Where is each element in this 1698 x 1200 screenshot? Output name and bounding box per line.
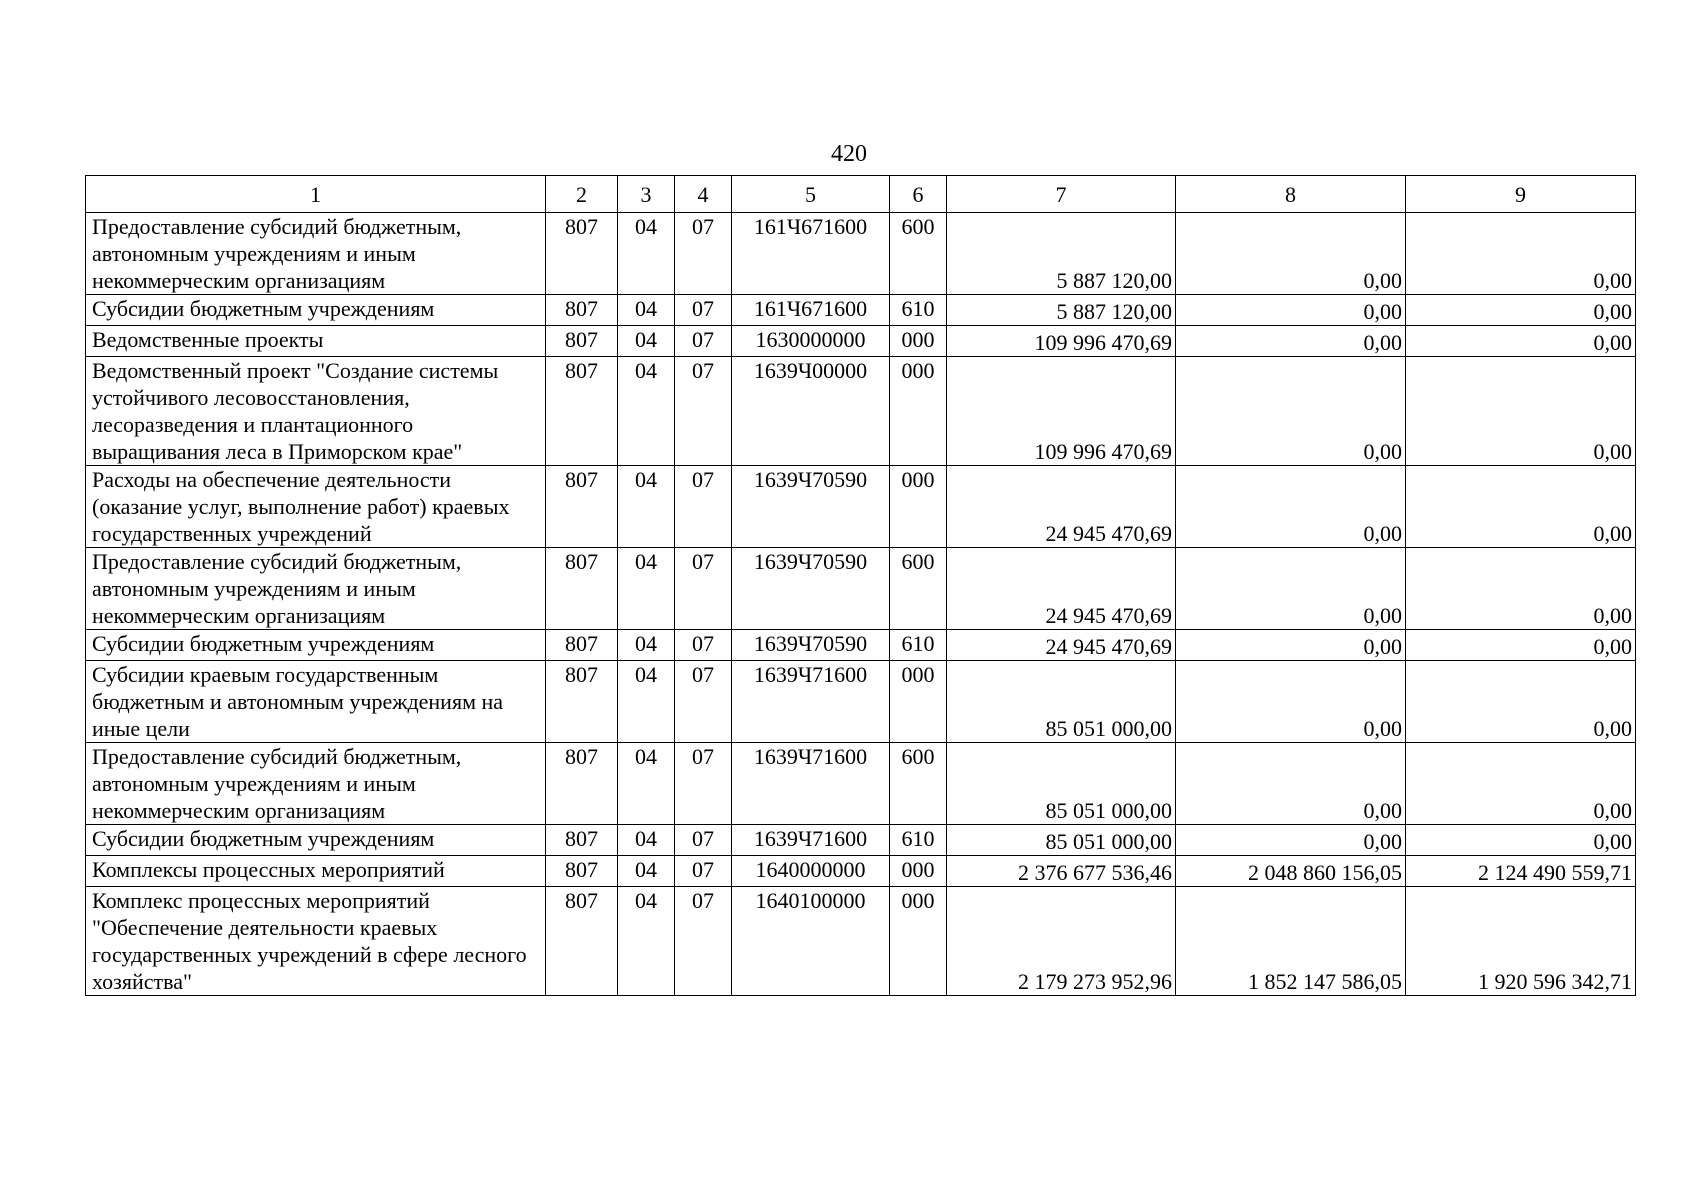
- table-row: [86, 466, 1636, 548]
- subsection-code-cell: 07: [675, 357, 732, 466]
- amount-col7-cell: 2 376 677 536,46: [947, 856, 1176, 887]
- expense-type-code-cell: 610: [890, 630, 947, 661]
- section-code-cell: 04: [618, 326, 675, 357]
- table-row: [86, 326, 1636, 357]
- ministry-code-cell: 807: [546, 661, 618, 743]
- target-item-code-cell: 1639Ч00000: [732, 357, 890, 466]
- row-name-cell: Ведомственный проект "Создание системы устойчивого лесовосстановления, лесоразведения и плантационного выращивания леса в Приморском крае": [86, 357, 546, 466]
- row-name-cell: Предоставление субсидий бюджетным, автономным учреждениям и иным некоммерческим организациям: [86, 743, 546, 825]
- expense-type-code-cell: 000: [890, 856, 947, 887]
- amount-col7-cell: 5 887 120,00: [947, 295, 1176, 326]
- ministry-code-cell: 807: [546, 630, 618, 661]
- header-cell: 7: [947, 176, 1176, 213]
- ministry-code-cell: 807: [546, 357, 618, 466]
- section-code-cell: 04: [618, 357, 675, 466]
- row-name-cell: Субсидии бюджетным учреждениям: [86, 295, 546, 326]
- amount-col7-cell: 85 051 000,00: [947, 825, 1176, 856]
- table-body: [86, 213, 1636, 996]
- header-cell: 4: [675, 176, 732, 213]
- budget-table: [85, 175, 1636, 996]
- section-code-cell: 04: [618, 661, 675, 743]
- row-name-cell: Комплексы процессных мероприятий: [86, 856, 546, 887]
- section-code-cell: 04: [618, 548, 675, 630]
- subsection-code-cell: 07: [675, 295, 732, 326]
- amount-col7-cell: 109 996 470,69: [947, 326, 1176, 357]
- amount-col7-cell: 85 051 000,00: [947, 743, 1176, 825]
- target-item-code-cell: 1639Ч71600: [732, 743, 890, 825]
- amount-col9-cell: 2 124 490 559,71: [1406, 856, 1636, 887]
- table-row: [86, 213, 1636, 295]
- table-row: [86, 630, 1636, 661]
- table-row: [86, 295, 1636, 326]
- amount-col8-cell: 0,00: [1176, 213, 1406, 295]
- expense-type-code-cell: 000: [890, 887, 947, 996]
- ministry-code-cell: 807: [546, 466, 618, 548]
- amount-col8-cell: 1 852 147 586,05: [1176, 887, 1406, 996]
- target-item-code-cell: 1639Ч70590: [732, 630, 890, 661]
- target-item-code-cell: 161Ч671600: [732, 213, 890, 295]
- ministry-code-cell: 807: [546, 295, 618, 326]
- target-item-code-cell: 1640000000: [732, 856, 890, 887]
- amount-col9-cell: 0,00: [1406, 295, 1636, 326]
- target-item-code-cell: 1630000000: [732, 326, 890, 357]
- target-item-code-cell: 1640100000: [732, 887, 890, 996]
- table-row: [86, 357, 1636, 466]
- amount-col8-cell: 0,00: [1176, 630, 1406, 661]
- amount-col7-cell: 109 996 470,69: [947, 357, 1176, 466]
- table-row: [86, 825, 1636, 856]
- section-code-cell: 04: [618, 743, 675, 825]
- amount-col7-cell: 5 887 120,00: [947, 213, 1176, 295]
- target-item-code-cell: 1639Ч71600: [732, 661, 890, 743]
- row-name-cell: Комплекс процессных мероприятий "Обеспечение деятельности краевых государственных учреждений в сфере лесного хозяйства": [86, 887, 546, 996]
- subsection-code-cell: 07: [675, 548, 732, 630]
- expense-type-code-cell: 600: [890, 743, 947, 825]
- row-name-cell: Ведомственные проекты: [86, 326, 546, 357]
- header-cell: 2: [546, 176, 618, 213]
- header-cell: 9: [1406, 176, 1636, 213]
- ministry-code-cell: 807: [546, 743, 618, 825]
- target-item-code-cell: 1639Ч71600: [732, 825, 890, 856]
- subsection-code-cell: 07: [675, 630, 732, 661]
- header-cell: 1: [86, 176, 546, 213]
- amount-col8-cell: 0,00: [1176, 548, 1406, 630]
- amount-col7-cell: 24 945 470,69: [947, 548, 1176, 630]
- amount-col8-cell: 0,00: [1176, 295, 1406, 326]
- ministry-code-cell: 807: [546, 825, 618, 856]
- table-row: [86, 743, 1636, 825]
- amount-col7-cell: 24 945 470,69: [947, 630, 1176, 661]
- row-name-cell: Расходы на обеспечение деятельности (оказание услуг, выполнение работ) краевых государственных учреждений: [86, 466, 546, 548]
- table-row: [86, 887, 1636, 996]
- target-item-code-cell: 1639Ч70590: [732, 466, 890, 548]
- expense-type-code-cell: 000: [890, 466, 947, 548]
- table-row: [86, 548, 1636, 630]
- amount-col8-cell: 0,00: [1176, 357, 1406, 466]
- amount-col9-cell: 0,00: [1406, 213, 1636, 295]
- ministry-code-cell: 807: [546, 548, 618, 630]
- header-cell: 8: [1176, 176, 1406, 213]
- row-name-cell: Субсидии краевым государственным бюджетным и автономным учреждениям на иные цели: [86, 661, 546, 743]
- amount-col7-cell: 24 945 470,69: [947, 466, 1176, 548]
- subsection-code-cell: 07: [675, 326, 732, 357]
- table-row: [86, 661, 1636, 743]
- amount-col9-cell: 0,00: [1406, 825, 1636, 856]
- target-item-code-cell: 161Ч671600: [732, 295, 890, 326]
- section-code-cell: 04: [618, 466, 675, 548]
- section-code-cell: 04: [618, 856, 675, 887]
- expense-type-code-cell: 600: [890, 213, 947, 295]
- section-code-cell: 04: [618, 825, 675, 856]
- amount-col9-cell: 0,00: [1406, 357, 1636, 466]
- subsection-code-cell: 07: [675, 887, 732, 996]
- expense-type-code-cell: 610: [890, 825, 947, 856]
- section-code-cell: 04: [618, 887, 675, 996]
- table-row: [86, 856, 1636, 887]
- amount-col9-cell: 0,00: [1406, 326, 1636, 357]
- table-header-row: [86, 176, 1636, 213]
- expense-type-code-cell: 610: [890, 295, 947, 326]
- row-name-cell: Предоставление субсидий бюджетным, автономным учреждениям и иным некоммерческим организациям: [86, 548, 546, 630]
- amount-col9-cell: 0,00: [1406, 661, 1636, 743]
- amount-col8-cell: 0,00: [1176, 825, 1406, 856]
- amount-col8-cell: 0,00: [1176, 466, 1406, 548]
- subsection-code-cell: 07: [675, 825, 732, 856]
- expense-type-code-cell: 000: [890, 661, 947, 743]
- header-cell: 3: [618, 176, 675, 213]
- amount-col7-cell: 85 051 000,00: [947, 661, 1176, 743]
- amount-col9-cell: 0,00: [1406, 548, 1636, 630]
- amount-col8-cell: 0,00: [1176, 661, 1406, 743]
- section-code-cell: 04: [618, 295, 675, 326]
- subsection-code-cell: 07: [675, 856, 732, 887]
- subsection-code-cell: 07: [675, 466, 732, 548]
- subsection-code-cell: 07: [675, 213, 732, 295]
- header-cell: 6: [890, 176, 947, 213]
- ministry-code-cell: 807: [546, 887, 618, 996]
- amount-col7-cell: 2 179 273 952,96: [947, 887, 1176, 996]
- row-name-cell: Предоставление субсидий бюджетным, автономным учреждениям и иным некоммерческим организациям: [86, 213, 546, 295]
- expense-type-code-cell: 600: [890, 548, 947, 630]
- section-code-cell: 04: [618, 630, 675, 661]
- amount-col8-cell: 0,00: [1176, 326, 1406, 357]
- amount-col9-cell: 0,00: [1406, 743, 1636, 825]
- amount-col9-cell: 0,00: [1406, 630, 1636, 661]
- amount-col9-cell: 1 920 596 342,71: [1406, 887, 1636, 996]
- amount-col9-cell: 0,00: [1406, 466, 1636, 548]
- row-name-cell: Субсидии бюджетным учреждениям: [86, 630, 546, 661]
- expense-type-code-cell: 000: [890, 357, 947, 466]
- amount-col8-cell: 2 048 860 156,05: [1176, 856, 1406, 887]
- ministry-code-cell: 807: [546, 213, 618, 295]
- ministry-code-cell: 807: [546, 326, 618, 357]
- subsection-code-cell: 07: [675, 743, 732, 825]
- expense-type-code-cell: 000: [890, 326, 947, 357]
- target-item-code-cell: 1639Ч70590: [732, 548, 890, 630]
- ministry-code-cell: 807: [546, 856, 618, 887]
- page-number: 420: [831, 141, 867, 167]
- amount-col8-cell: 0,00: [1176, 743, 1406, 825]
- section-code-cell: 04: [618, 213, 675, 295]
- row-name-cell: Субсидии бюджетным учреждениям: [86, 825, 546, 856]
- subsection-code-cell: 07: [675, 661, 732, 743]
- header-cell: 5: [732, 176, 890, 213]
